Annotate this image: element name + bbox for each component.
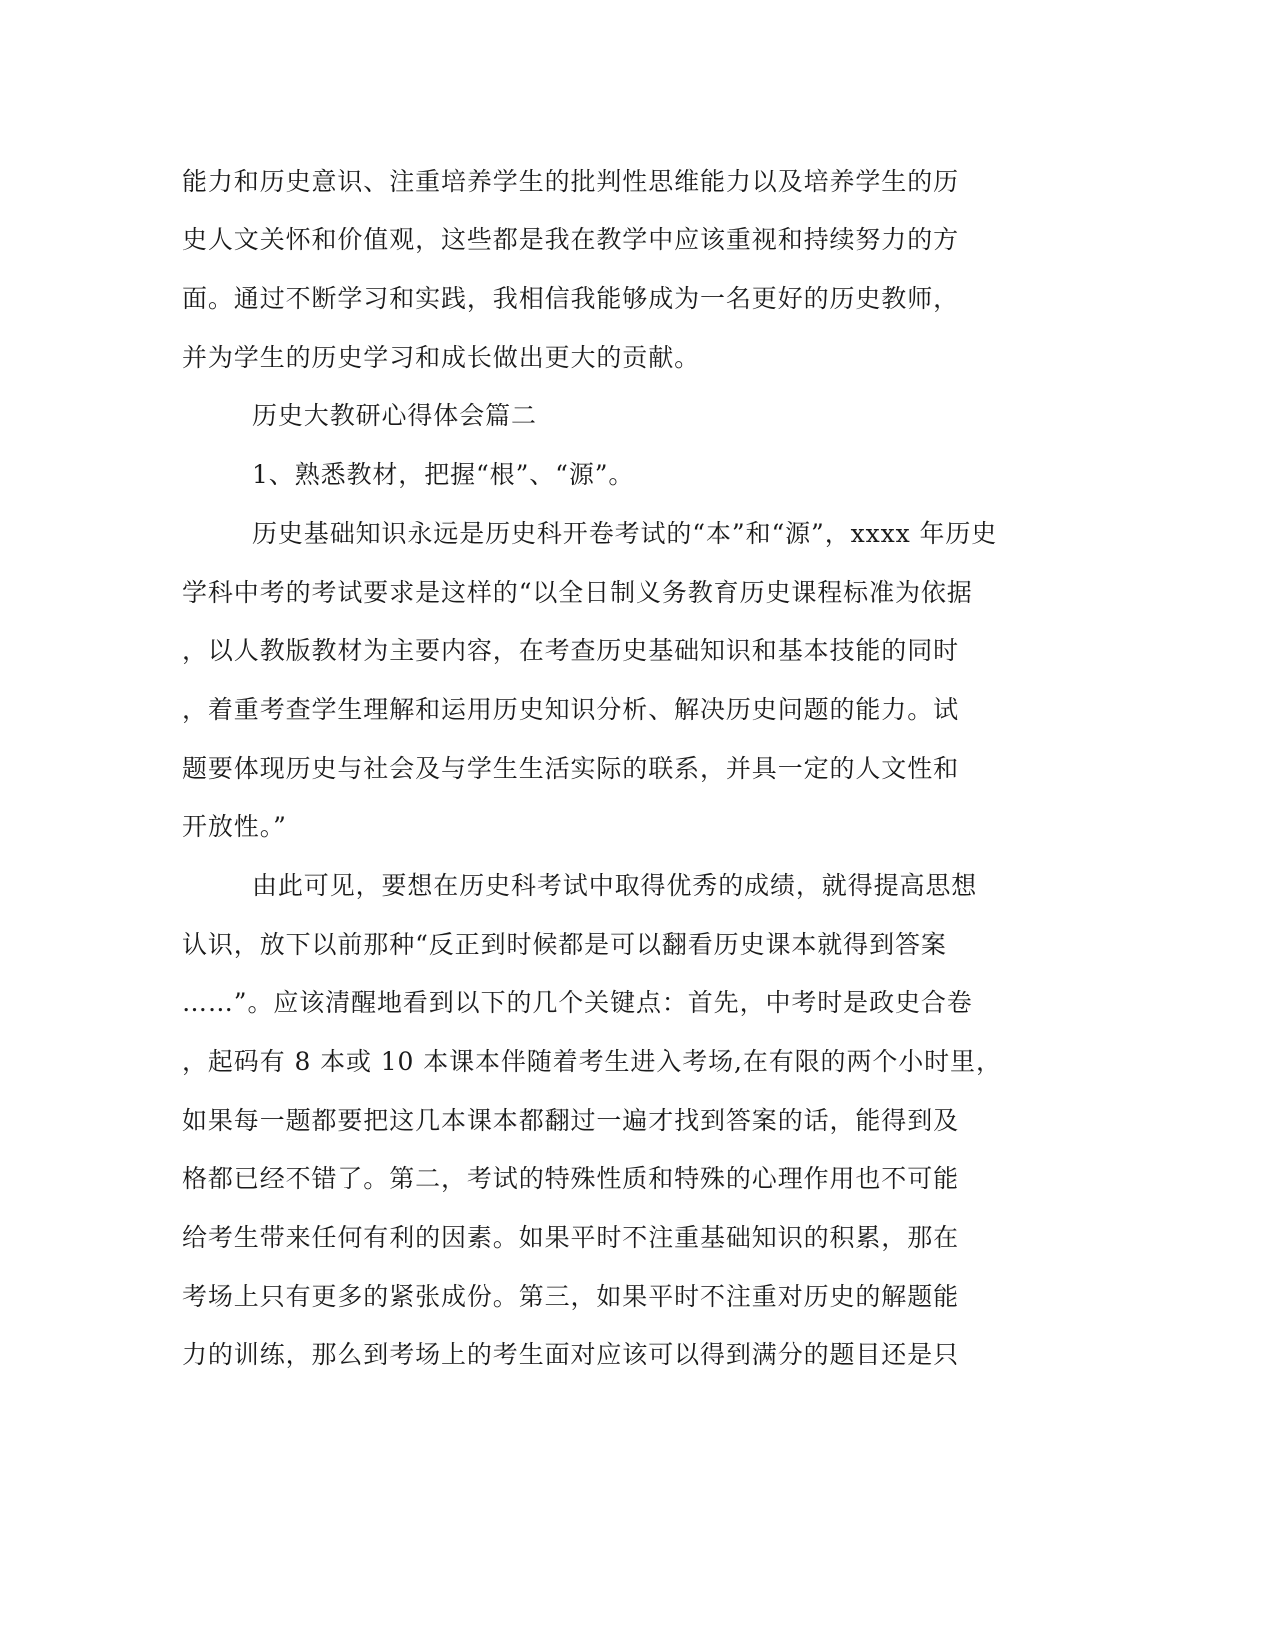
text-line: 并为学生的历史学习和成长做出更大的贡献。	[182, 343, 701, 372]
text-line: 认识，放下以前那种“反正到时候都是可以翻看历史课本就得到答案	[182, 930, 947, 959]
text-line: 面。通过不断学习和实践，我相信我能够成为一名更好的历史教师，	[182, 284, 960, 313]
text-line: 学科中考的考试要求是这样的“以全日制义务教育历史课程标准为依据	[182, 578, 973, 607]
text-line: 力的训练，那么到考场上的考生面对应该可以得到满分的题目还是只	[182, 1340, 960, 1369]
text-line: ，以人教版教材为主要内容，在考查历史基础知识和基本技能的同时	[182, 636, 960, 665]
text-line: 给考生带来任何有利的因素。如果平时不注重基础知识的积累，那在	[182, 1223, 960, 1252]
text-line: 能力和历史意识、注重培养学生的批判性思维能力以及培养学生的历	[182, 167, 960, 196]
text-line: 开放性。”	[182, 812, 287, 841]
text-line: 题要体现历史与社会及与学生生活实际的联系，并具一定的人文性和	[182, 754, 960, 783]
section-heading: 历史大教研心得体会篇二	[252, 401, 537, 430]
text-line: 由此可见，要想在历史科考试中取得优秀的成绩，就得提高思想	[252, 871, 978, 900]
text-line: ……”。应该清醒地看到以下的几个关键点：首先，中考时是政史合卷	[182, 988, 973, 1017]
text-line: ，着重考查学生理解和运用历史知识分析、解决历史问题的能力。试	[182, 695, 960, 724]
text-line: 如果每一题都要把这几本课本都翻过一遍才找到答案的话，能得到及	[182, 1106, 960, 1135]
text-line: 历史基础知识永远是历史科开卷考试的“本”和“源”，xxxx 年历史	[252, 519, 998, 548]
text-line: ，起码有 8 本或 10 本课本伴随着考生进入考场,在有限的两个小时里，	[182, 1047, 1002, 1076]
subsection-heading: 1、熟悉教材，把握“根”、“源”。	[252, 460, 635, 489]
text-line: 史人文关怀和价值观，这些都是我在教学中应该重视和持续努力的方	[182, 225, 960, 254]
text-line: 考场上只有更多的紧张成份。第三，如果平时不注重对历史的解题能	[182, 1282, 960, 1311]
text-line: 格都已经不错了。第二，考试的特殊性质和特殊的心理作用也不可能	[182, 1164, 960, 1193]
